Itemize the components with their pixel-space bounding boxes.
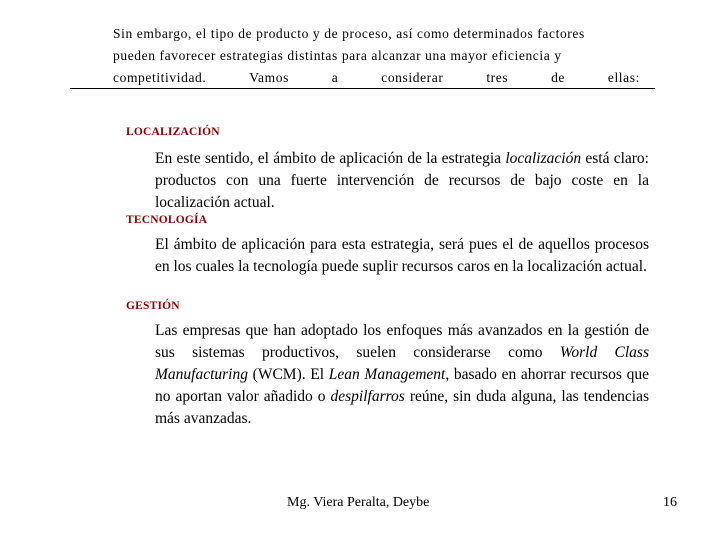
intro-word: ellas: bbox=[607, 70, 640, 85]
intro-word: Vamos bbox=[249, 70, 289, 85]
text: (WCM). El bbox=[248, 366, 329, 383]
heading-localizacion: LOCALIZACIÓN bbox=[126, 126, 220, 138]
intro-line-3 bbox=[113, 67, 640, 89]
intro-line-2: pueden favorecer estrategias distintas para alcanzar una mayor eficiencia y bbox=[113, 48, 562, 63]
page-number: 16 bbox=[663, 495, 677, 510]
intro-word: tres bbox=[486, 70, 509, 85]
intro-word: a bbox=[331, 70, 339, 85]
heading-gestion: GESTIÓN bbox=[126, 300, 180, 312]
text: está claro: productos con una fuerte intervención de recursos de bajo coste en la localización actual. bbox=[155, 150, 649, 211]
italic-term: despilfarros bbox=[330, 388, 405, 405]
italic-term: localización bbox=[505, 150, 582, 167]
text: En este sentido, el ámbito de aplicación de la estrategia bbox=[155, 150, 506, 167]
italic-term: Lean Management bbox=[328, 366, 446, 383]
text: Las empresas que han adoptado los enfoques más avanzados en la gestión de sus sistemas productivos, suelen considerarse como bbox=[155, 322, 649, 361]
footer-author: Mg. Viera Peralta, Deybe bbox=[287, 495, 430, 510]
paragraph-localizacion bbox=[155, 148, 649, 214]
intro-word: de bbox=[551, 70, 566, 85]
paragraph-gestion bbox=[155, 320, 649, 430]
intro-line-1: Sin embargo, el tipo de producto y de proceso, así como determinados factores bbox=[113, 26, 585, 41]
text: , basado en ahorrar recursos que no aportan valor añadido o bbox=[155, 366, 649, 405]
intro-word: competitividad. bbox=[113, 70, 207, 85]
italic-term: World Class Manufacturing bbox=[155, 344, 649, 383]
divider-line bbox=[70, 88, 655, 89]
heading-tecnologia: TECNOLOGÍA bbox=[126, 214, 208, 226]
intro-word: considerar bbox=[381, 70, 444, 85]
text: reúne, sin duda alguna, las tendencias más avanzadas. bbox=[155, 388, 649, 427]
intro-paragraph bbox=[113, 23, 640, 89]
paragraph-tecnologia: El ámbito de aplicación para esta estrategia, será pues el de aquellos procesos en los cuales la tecnología puede suplir recursos caros en la localización actual. bbox=[155, 236, 649, 275]
